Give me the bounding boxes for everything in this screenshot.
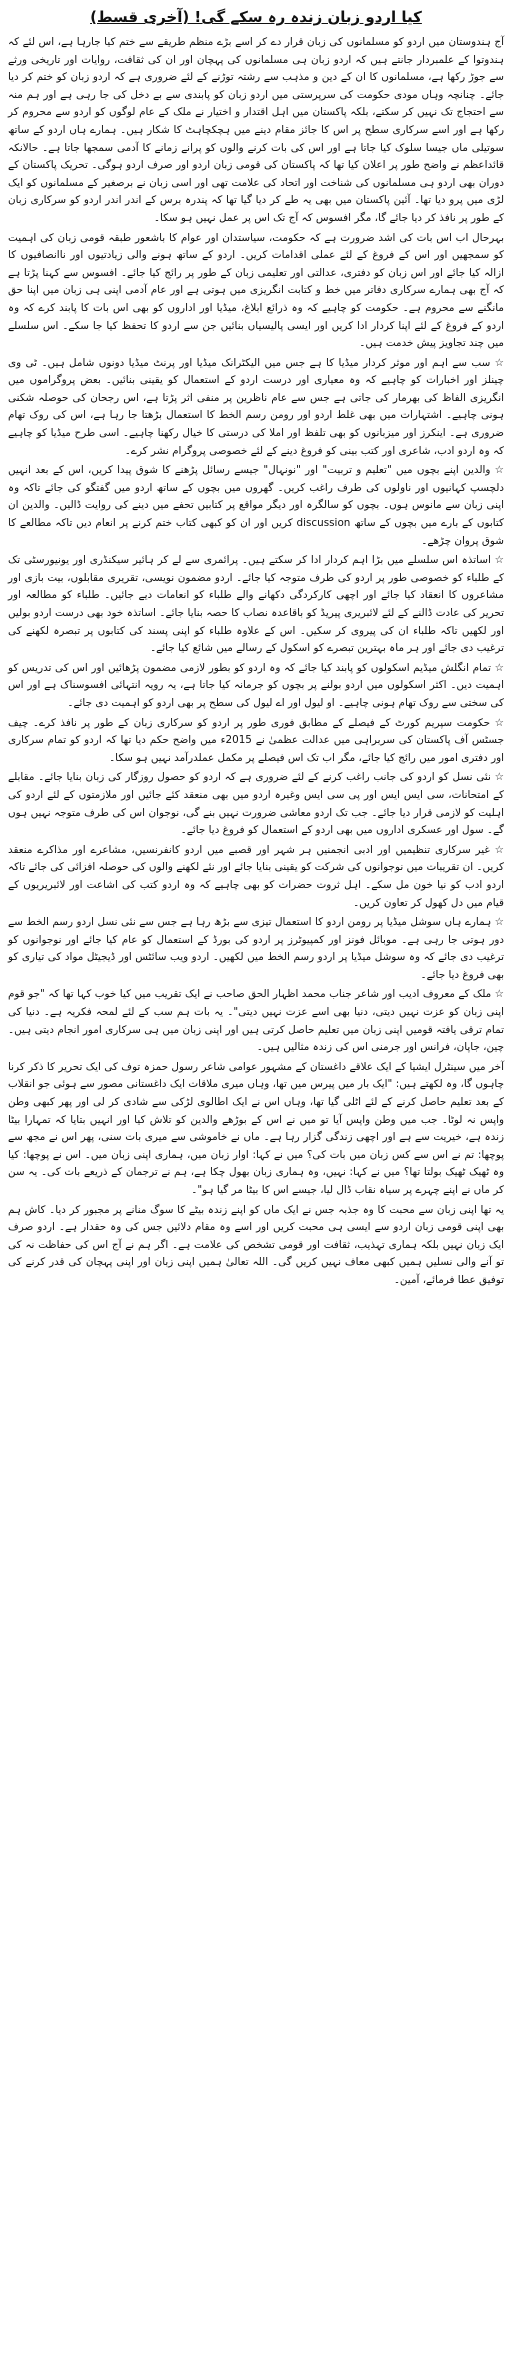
article-paragraph-11: ☆ ملک کے معروف ادیب اور شاعر جناب محمد اظہار الحق صاحب نے ایک تقریب میں کیا خوب کہا تھا کہ "جو قوم اپنی زبان کو عزت نہیں دیتی، دنیا بھی اسے عزت نہیں دیتی"۔ یہ بات ہم سب کے لئے لمحہ فکریہ ہے۔ دنیا کی تمام ترقی یافتہ قومیں اپنی زبان میں تعلیم حاصل کرتی ہیں اور اپنی زبان میں ہی سرکاری امور انجام دیتی ہیں۔ چین، جاپان، فرانس اور جرمنی اس کی زندہ مثالیں ہیں۔ (8, 988, 504, 1054)
article-paragraph-5: ☆ اساتذہ اس سلسلے میں بڑا اہم کردار ادا کر سکتے ہیں۔ پرائمری سے لے کر ہائیر سیکنڈری اور یونیورسٹی تک کے طلباء کو خصوصی طور پر اردو کی طرف متوجہ کیا جائے۔ اردو مضمون نویسی، تقریری مقابلوں، بیت بازی اور مشاعروں کا انعقاد کیا جائے اور اچھی کارکردگی دکھانے والے طلباء کو انعامات دیے جائیں۔ طلباء کو مطالعہ اور تحریر کی عادت ڈالنے کے لئے لائبریری پیریڈ کو باقاعدہ نصاب کا حصہ بنایا جائے۔ اساتذہ خود بھی درست اردو بولیں اور لکھیں تاکہ طلباء ان کی پیروی کر سکیں۔ اس کے علاوہ طلباء کو اپنی پسند کی کتابوں پر تبصرہ لکھنے کی ترغیب دی جائے اور ہر ماہ بہترین تبصرے کو اسکول کے رسالے میں شائع کیا جائے۔ (8, 554, 504, 655)
article-paragraph-2: بہرحال اب اس بات کی اشد ضرورت ہے کہ حکومت، سیاستدان اور عوام کا باشعور طبقہ قومی زبان کی اہمیت کو سمجھیں اور اس کے فروغ کے لئے عملی اقدامات کریں۔ اردو کے ساتھ ہونے والی زیادتیوں اور ناانصافیوں کا ازالہ کیا جائے اور اس زبان کو دفتری، عدالتی اور تعلیمی زبان کے طور پر رائج کیا جائے۔ افسوس سے کہنا پڑتا ہے کہ آج بھی ہمارے سرکاری دفاتر میں خط و کتابت انگریزی میں ہوتی ہے اور عام آدمی اپنی ہی زبان میں اپنا حق مانگنے سے محروم ہے۔ حکومت کو چاہیے کہ وہ ذرائع ابلاغ، میڈیا اور اداروں کو بھی اس بات کا پابند کرے کہ وہ اردو کے فروغ کے لئے اپنا کردار ادا کریں اور ایسی پالیسیاں بنائیں جن سے اردو کا تحفظ کیا جا سکے۔ اس سلسلے میں چند تجاویز پیش خدمت ہیں۔ (8, 231, 504, 350)
article-paragraph-13: یہ تھا اپنی زبان سے محبت کا وہ جذبہ جس نے ایک ماں کو اپنے زندہ بیٹے کا سوگ منانے پر مجبور کر دیا۔ کاش ہم بھی اپنی قومی زبان اردو سے ایسی ہی محبت کریں اور اسے وہ مقام دلائیں جس کی وہ حقدار ہے۔ اردو صرف ایک زبان نہیں بلکہ ہماری تہذیب، ثقافت اور قومی تشخص کی علامت ہے۔ اگر ہم نے آج اس کی حفاظت نہ کی تو آنے والی نسلیں ہمیں کبھی معاف نہیں کریں گی۔ اللہ تعالیٰ ہمیں اپنی زبان اور اپنی پہچان کی قدر کرنے کی توفیق عطا فرمائے، آمین۔ (8, 1203, 504, 1286)
article-paragraph-1: آج ہندوستان میں اردو کو مسلمانوں کی زبان قرار دے کر اسے بڑے منظم طریقے سے ختم کیا جارہا ہے، اس لئے کہ ہندوتوا کے علمبردار جانتے ہیں کہ اردو زبان ہی مسلمانوں کی پہچان اور ان کی ثقافت، روایات اور تاریخی ورثے سے جوڑ رکھا ہے، مسلمانوں کا ان کے دین و مذہب سے رشتہ توڑنے کے لئے ضروری ہے کہ اردو زبان کو ختم کر دیا جائے۔ چنانچہ وہاں مودی حکومت کی سرپرستی میں اردو زبان کو پابندی سے بے دخل کی جا رہی ہے اور ہم منہ سے احتجاج تک نہیں کر سکتے، بلکہ پاکستان میں اہل اقتدار و اختیار نے ملک کے عام لوگوں کو اردو سے محروم کر رکھا ہے اور اسے سرکاری سطح پر اس کا جائز مقام دینے میں ہچکچاہٹ کا شکار ہیں۔ ہمارے ہاں اردو کے ساتھ سوتیلی ماں جیسا سلوک کیا جاتا ہے اور اس کی بات کرنے والوں کو پرانے زمانے کا آدمی سمجھا جاتا ہے۔ حالانکہ قائداعظم نے واضح طور پر اعلان کیا تھا کہ پاکستان کی قومی زبان اردو اور صرف اردو ہوگی۔ تحریک پاکستان کے دوران بھی اردو ہی مسلمانوں کی شناخت اور اتحاد کی علامت تھی اور اسی زبان نے برصغیر کے مسلمانوں کو ایک لڑی میں پرو دیا تھا۔ آئین پاکستان میں بھی یہ طے کر دیا گیا تھا کہ پندرہ برس کے اندر اندر اردو کو سرکاری زبان کے طور پر نافذ کر دیا جائے گا، مگر افسوس کہ آج تک اس پر عمل نہیں ہو سکا۔ (8, 36, 504, 224)
article-paragraph-8: ☆ نئی نسل کو اردو کی جانب راغب کرنے کے لئے ضروری ہے کہ اردو کو حصول روزگار کی زبان بنایا جائے۔ مقابلے کے امتحانات، سی ایس ایس اور پی سی ایس وغیرہ اردو میں بھی منعقد کئے جائیں اور ملازمتوں کے لئے اردو کی اہلیت کو لازمی قرار دیا جائے۔ جب تک اردو معاشی ضرورت نہیں بنے گی، نوجوان اس کی طرف متوجہ نہیں ہوں گے۔ سول اور عسکری اداروں میں بھی اردو کے استعمال کو فروغ دیا جائے۔ (8, 771, 504, 837)
article-title: کیا اردو زبان زندہ رہ سکے گی! (آخری قسط) (90, 8, 422, 26)
article-paragraph-12: آخر میں سینٹرل ایشیا کے ایک علاقے داغستان کے مشہور عوامی شاعر رسول حمزہ توف کی ایک تحریر کا ذکر کرنا چاہوں گا، وہ لکھتے ہیں: "ایک بار میں پیرس میں تھا، وہاں میری ملاقات ایک داغستانی مصور سے ہوئی جو انقلاب کے بعد تعلیم حاصل کرنے کے لئے اٹلی گیا تھا، وہاں اس نے ایک اطالوی لڑکی سے شادی کر لی اور پھر کبھی وطن واپس نہ لوٹا۔ جب میں وطن واپس آیا تو میں نے اس کے بوڑھے والدین کو تلاش کیا اور انہیں بتایا کہ تمہارا بیٹا زندہ ہے، خیریت سے ہے اور اچھی زندگی گزار رہا ہے۔ ماں نے خاموشی سے میری بات سنی، پھر اس نے مجھ سے پوچھا: تم نے اس سے کس زبان میں بات کی؟ میں نے کہا: اوار زبان میں، ہماری اپنی زبان میں۔ اس نے پوچھا: کیا وہ ٹھیک ٹھیک بولتا تھا؟ میں نے کہا: نہیں، وہ ہماری زبان بھول چکا ہے، ہم نے ترجمان کے ذریعے بات کی۔ یہ سن کر ماں نے اپنے چہرے پر سیاہ نقاب ڈال لیا، جیسے اس کا بیٹا مر گیا ہو"۔ (8, 1060, 504, 1196)
article-paragraph-4: ☆ والدین اپنے بچوں میں "تعلیم و تربیت" اور "نونہال" جیسے رسائل پڑھنے کا شوق پیدا کریں، اس کے بعد انہیں دلچسپ کہانیوں اور ناولوں کی طرف راغب کریں۔ گھروں میں بچوں کے ساتھ اردو میں گفتگو کی جائے تاکہ وہ اپنی زبان سے مانوس ہوں۔ بچوں کو سالگرہ اور دیگر مواقع پر کتابیں تحفے میں دینے کی روایت ڈالیں۔ والدین ان کتابوں کے بارے میں بچوں کے ساتھ discussion کریں اور ان کو کبھی کتاب ختم کرنے پر انعام دیں تاکہ مطالعے کا شوق پروان چڑھے۔ (8, 464, 505, 547)
article-paragraph-7: ☆ حکومت سپریم کورٹ کے فیصلے کے مطابق فوری طور پر اردو کو سرکاری زبان کے طور پر نافذ کرے۔ چیف جسٹس آف پاکستان کی سربراہی میں عدالت عظمیٰ نے 2015ء میں واضح حکم دیا تھا کہ اردو کو تمام سرکاری اور دفتری امور میں رائج کیا جائے، مگر اب تک اس فیصلے پر مکمل عملدرآمد نہیں ہو سکا۔ (8, 716, 504, 764)
article-paragraph-10: ☆ ہمارے ہاں سوشل میڈیا پر رومن اردو کا استعمال تیزی سے بڑھ رہا ہے جس سے نئی نسل اردو رسم الخط سے دور ہوتی جا رہی ہے۔ موبائل فونز اور کمپیوٹرز پر اردو کی بورڈ کے استعمال کو عام کیا جائے اور نوجوانوں کو ترغیب دی جائے کہ وہ سوشل میڈیا پر اردو رسم الخط میں لکھیں۔ اردو ویب سائٹس اور ڈیجیٹل مواد کی تیاری کو بھی فروغ دیا جائے۔ (8, 916, 504, 981)
article-paragraph-6: ☆ تمام انگلش میڈیم اسکولوں کو پابند کیا جائے کہ وہ اردو کو بطور لازمی مضمون پڑھائیں اور اس کی تدریس کو اہمیت دیں۔ اکثر اسکولوں میں اردو بولنے پر بچوں کو جرمانہ کیا جاتا ہے، یہ رویہ انتہائی افسوسناک ہے اور اس کی سختی سے روک تھام ہونی چاہیے۔ او لیول اور اے لیول کی سطح پر بھی اردو کو اہمیت دی جائے۔ (8, 661, 504, 709)
article-paragraph-3: ☆ سب سے اہم اور موثر کردار میڈیا کا ہے جس میں الیکٹرانک میڈیا اور پرنٹ میڈیا دونوں شامل ہیں۔ ٹی وی چینلز اور اخبارات کو چاہیے کہ وہ معیاری اور درست اردو کے استعمال کو یقینی بنائیں۔ بعض پروگراموں میں انگریزی الفاظ کی بھرمار کی جاتی ہے جس سے عام ناظرین پر منفی اثر پڑتا ہے، اس رجحان کی حوصلہ شکنی ہونی چاہیے۔ اشتہارات میں بھی غلط اردو اور رومن رسم الخط کا استعمال بڑھتا جا رہا ہے، اس کی روک تھام ضروری ہے۔ اینکرز اور میزبانوں کو بھی تلفظ اور املا کی درستی کا خیال رکھنا چاہیے۔ اسی طرح میڈیا کو چاہیے کہ وہ اردو ادب، شاعری اور کتب بینی کو فروغ دینے کے لئے خصوصی پروگرام نشر کرے۔ (8, 356, 504, 457)
article-paragraph-9: ☆ غیر سرکاری تنظیمیں اور ادبی انجمنیں ہر شہر اور قصبے میں اردو کانفرنسیں، مشاعرے اور مذاکرے منعقد کریں۔ ان تقریبات میں نوجوانوں کی شرکت کو یقینی بنایا جائے اور نئے لکھنے والوں کی حوصلہ افزائی کی جائے تاکہ اردو ادب کو نیا خون مل سکے۔ اہل ثروت حضرات کو بھی چاہیے کہ وہ اردو کتب کی اشاعت اور لائبریریوں کے قیام میں دل کھول کر تعاون کریں۔ (8, 843, 504, 909)
